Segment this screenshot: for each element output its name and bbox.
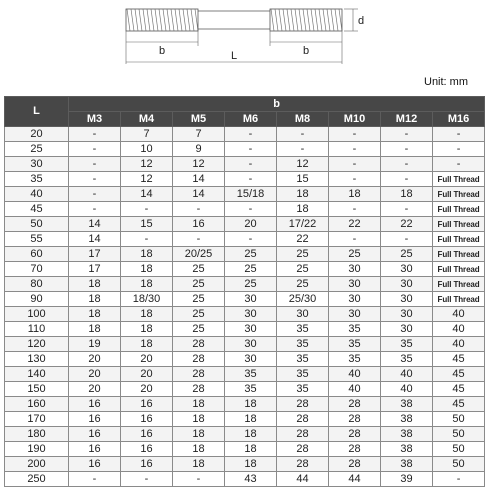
table-cell: 28 <box>329 457 381 472</box>
thread-line <box>315 9 318 31</box>
table-cell: - <box>329 202 381 217</box>
table-cell: 16 <box>121 412 173 427</box>
table-cell: 9 <box>173 142 225 157</box>
thread-line <box>335 9 338 31</box>
table-cell: 25 <box>277 247 329 262</box>
table-cell: - <box>329 172 381 187</box>
length-cell: 20 <box>5 127 69 142</box>
table-cell: 39 <box>381 472 433 487</box>
table-cell: 18 <box>381 187 433 202</box>
table-cell: 28 <box>329 397 381 412</box>
table-cell: - <box>69 472 121 487</box>
table-cell: 14 <box>173 187 225 202</box>
length-cell: 55 <box>5 232 69 247</box>
table-row <box>5 187 485 202</box>
thread-line <box>139 9 142 31</box>
table-cell: - <box>69 172 121 187</box>
table-cell: 35 <box>277 322 329 337</box>
table-cell: - <box>225 172 277 187</box>
thread-line <box>331 9 334 31</box>
table-cell: 20 <box>225 217 277 232</box>
table-row <box>5 202 485 217</box>
table-cell: 18 <box>121 262 173 277</box>
table-cell: 30 <box>381 307 433 322</box>
table-cell: 30 <box>381 262 433 277</box>
table-cell: - <box>381 127 433 142</box>
table-cell: - <box>173 232 225 247</box>
thread-line <box>311 9 314 31</box>
table-cell: 35 <box>277 352 329 367</box>
thread-line <box>187 9 190 31</box>
table-cell: 28 <box>173 337 225 352</box>
table-cell: - <box>121 202 173 217</box>
table-cell: 44 <box>329 472 381 487</box>
table-cell: 17 <box>69 262 121 277</box>
table-row <box>5 217 485 232</box>
column-header: M10 <box>329 112 381 127</box>
table-cell: - <box>329 142 381 157</box>
table-cell: 20/25 <box>173 247 225 262</box>
table-cell: 20 <box>69 382 121 397</box>
table-cell: 22 <box>329 217 381 232</box>
dimension-table <box>4 96 485 487</box>
table-body <box>5 127 485 487</box>
table-cell: 25 <box>329 247 381 262</box>
table-row <box>5 157 485 172</box>
table-cell: 30 <box>225 352 277 367</box>
table-cell: - <box>69 127 121 142</box>
table-cell: - <box>225 157 277 172</box>
table-cell: 18 <box>225 442 277 457</box>
table-row <box>5 292 485 307</box>
table-cell: 25 <box>225 277 277 292</box>
thread-line <box>175 9 178 31</box>
length-cell: 45 <box>5 202 69 217</box>
thread-line <box>147 9 150 31</box>
table-cell: 35 <box>381 337 433 352</box>
table-cell: 50 <box>433 427 485 442</box>
table-cell: 28 <box>277 427 329 442</box>
table-cell: 30 <box>225 337 277 352</box>
table-cell: 40 <box>381 382 433 397</box>
thread-line <box>127 9 130 31</box>
length-cell: 130 <box>5 352 69 367</box>
table-cell: 16 <box>121 397 173 412</box>
length-cell: 120 <box>5 337 69 352</box>
thread-line <box>283 9 286 31</box>
table-cell: 18/30 <box>121 292 173 307</box>
table-cell: 14 <box>69 217 121 232</box>
table-cell: Full Thread <box>433 292 485 307</box>
header-L: L <box>5 97 69 127</box>
thread-line <box>291 9 294 31</box>
table-row <box>5 247 485 262</box>
length-cell: 70 <box>5 262 69 277</box>
table-cell: 25 <box>173 262 225 277</box>
table-cell: 30 <box>329 292 381 307</box>
table-cell: - <box>433 472 485 487</box>
table-cell: 15 <box>121 217 173 232</box>
table-cell: 25 <box>277 277 329 292</box>
table-cell: - <box>329 232 381 247</box>
table-row <box>5 427 485 442</box>
table-row <box>5 307 485 322</box>
length-cell: 140 <box>5 367 69 382</box>
thread-line <box>135 9 138 31</box>
header-b: b <box>69 97 485 112</box>
table-row <box>5 352 485 367</box>
table-cell: 43 <box>225 472 277 487</box>
table-cell: 40 <box>433 322 485 337</box>
thread-line <box>295 9 298 31</box>
thread-line <box>275 9 278 31</box>
table-cell: 30 <box>329 277 381 292</box>
table-cell: 25 <box>173 322 225 337</box>
length-cell: 160 <box>5 397 69 412</box>
table-cell: - <box>225 142 277 157</box>
table-cell: - <box>69 142 121 157</box>
table-cell: 7 <box>121 127 173 142</box>
table-row <box>5 322 485 337</box>
table-cell: - <box>69 157 121 172</box>
table-cell: 12 <box>121 157 173 172</box>
table-cell: 10 <box>121 142 173 157</box>
table-cell: 28 <box>329 442 381 457</box>
table-cell: 16 <box>121 457 173 472</box>
table-cell: - <box>381 232 433 247</box>
thread-line <box>131 9 134 31</box>
table-cell: 18 <box>277 187 329 202</box>
thread-line <box>159 9 162 31</box>
thread-line <box>163 9 166 31</box>
table-cell: 18 <box>173 397 225 412</box>
table-cell: 44 <box>277 472 329 487</box>
column-header: M5 <box>173 112 225 127</box>
table-cell: 28 <box>173 382 225 397</box>
table-cell: - <box>433 142 485 157</box>
table-cell: 16 <box>121 427 173 442</box>
table-row <box>5 262 485 277</box>
table-cell: 18 <box>225 412 277 427</box>
table-cell: 22 <box>381 217 433 232</box>
thread-line <box>299 9 302 31</box>
table-cell: 40 <box>433 307 485 322</box>
table-cell: - <box>121 232 173 247</box>
left-thread-section <box>127 9 198 31</box>
thread-line <box>279 9 282 31</box>
table-cell: 30 <box>329 262 381 277</box>
table-cell: 16 <box>69 427 121 442</box>
table-cell: 38 <box>381 397 433 412</box>
table-cell: 28 <box>277 457 329 472</box>
table-cell: 14 <box>121 187 173 202</box>
table-cell: 25 <box>173 307 225 322</box>
table-cell: 30 <box>329 307 381 322</box>
length-cell: 110 <box>5 322 69 337</box>
table-cell: 18 <box>69 277 121 292</box>
thread-line <box>171 9 174 31</box>
table-cell: 20 <box>69 352 121 367</box>
length-cell: 50 <box>5 217 69 232</box>
table-cell: 18 <box>225 427 277 442</box>
table-cell: 16 <box>69 397 121 412</box>
table-cell: 30 <box>381 277 433 292</box>
unit-label: Unit: mm <box>424 76 468 88</box>
table-cell: 45 <box>433 382 485 397</box>
table-cell: 14 <box>69 232 121 247</box>
table-cell: 38 <box>381 412 433 427</box>
stud-bolt-drawing <box>118 0 368 68</box>
table-cell: 30 <box>225 292 277 307</box>
table-row <box>5 337 485 352</box>
column-header: M16 <box>433 112 485 127</box>
table-row <box>5 232 485 247</box>
table-cell: 25 <box>225 247 277 262</box>
table-cell: 38 <box>381 442 433 457</box>
thread-line <box>307 9 310 31</box>
length-cell: 60 <box>5 247 69 262</box>
table-cell: 22 <box>277 232 329 247</box>
table-cell: 12 <box>121 172 173 187</box>
column-header: M3 <box>69 112 121 127</box>
column-header: M8 <box>277 112 329 127</box>
table-cell: 35 <box>225 367 277 382</box>
thread-line <box>303 9 306 31</box>
table-cell: Full Thread <box>433 202 485 217</box>
table-cell: 20 <box>121 352 173 367</box>
table-cell: - <box>225 127 277 142</box>
length-cell: 100 <box>5 307 69 322</box>
thread-line <box>319 9 322 31</box>
length-cell: 200 <box>5 457 69 472</box>
table-cell: 50 <box>433 412 485 427</box>
table-cell: 18 <box>121 277 173 292</box>
column-header: M6 <box>225 112 277 127</box>
table-cell: 17 <box>69 247 121 262</box>
length-cell: 180 <box>5 427 69 442</box>
thread-line <box>143 9 146 31</box>
table-cell: - <box>277 142 329 157</box>
thread-line <box>323 9 326 31</box>
table-cell: 25 <box>225 262 277 277</box>
table-cell: - <box>381 202 433 217</box>
table-cell: - <box>277 127 329 142</box>
table-cell: 25 <box>277 262 329 277</box>
table-cell: 16 <box>69 412 121 427</box>
table-cell: 35 <box>329 322 381 337</box>
length-cell: 30 <box>5 157 69 172</box>
table-row <box>5 457 485 472</box>
table-row <box>5 172 485 187</box>
table-cell: Full Thread <box>433 262 485 277</box>
b-left-label: b <box>159 45 166 57</box>
table-cell: 20 <box>121 382 173 397</box>
table-cell: 18 <box>121 337 173 352</box>
table-cell: 12 <box>277 157 329 172</box>
length-cell: 25 <box>5 142 69 157</box>
table-row <box>5 277 485 292</box>
length-cell: 190 <box>5 442 69 457</box>
table-cell: 35 <box>277 382 329 397</box>
table-cell: - <box>173 202 225 217</box>
table-row <box>5 382 485 397</box>
b-right-label: b <box>303 45 310 57</box>
table-cell: 30 <box>381 322 433 337</box>
table-cell: Full Thread <box>433 217 485 232</box>
column-header-row <box>5 112 485 127</box>
table-cell: 30 <box>225 307 277 322</box>
table-cell: 25 <box>381 247 433 262</box>
table-row <box>5 472 485 487</box>
thread-line <box>183 9 186 31</box>
table-cell: 35 <box>277 337 329 352</box>
table-cell: 28 <box>329 412 381 427</box>
table-cell: 18 <box>69 292 121 307</box>
table-cell: 45 <box>433 352 485 367</box>
table-cell: - <box>329 127 381 142</box>
table-cell: Full Thread <box>433 247 485 262</box>
length-cell: 250 <box>5 472 69 487</box>
table-cell: 30 <box>225 322 277 337</box>
table-cell: 20 <box>69 367 121 382</box>
table-cell: 18 <box>225 397 277 412</box>
table-cell: 25 <box>173 277 225 292</box>
length-cell: 35 <box>5 172 69 187</box>
table-cell: - <box>69 187 121 202</box>
table-row <box>5 442 485 457</box>
table-cell: - <box>69 202 121 217</box>
table-cell: 20 <box>121 367 173 382</box>
table-cell: 25 <box>173 292 225 307</box>
column-header: M12 <box>381 112 433 127</box>
table-cell: 18 <box>225 457 277 472</box>
thread-line <box>287 9 290 31</box>
table-cell: 28 <box>173 367 225 382</box>
table-cell: 50 <box>433 457 485 472</box>
table-cell: 17/22 <box>277 217 329 232</box>
table-cell: 35 <box>381 352 433 367</box>
thread-line <box>151 9 154 31</box>
table-cell: 18 <box>121 247 173 262</box>
length-cell: 170 <box>5 412 69 427</box>
table-cell: 18 <box>277 202 329 217</box>
table-cell: 45 <box>433 367 485 382</box>
table-row <box>5 127 485 142</box>
table-cell: - <box>173 472 225 487</box>
length-cell: 150 <box>5 382 69 397</box>
d-label: d <box>358 15 365 27</box>
table-cell: 35 <box>277 367 329 382</box>
table-cell: 40 <box>329 382 381 397</box>
table-cell: 28 <box>173 352 225 367</box>
stud-bolt-diagram <box>118 0 368 68</box>
table-cell: 35 <box>329 352 381 367</box>
table-cell: 18 <box>173 427 225 442</box>
length-cell: 40 <box>5 187 69 202</box>
table-cell: 18 <box>69 322 121 337</box>
table-cell: 7 <box>173 127 225 142</box>
table-cell: 45 <box>433 397 485 412</box>
table-cell: - <box>225 232 277 247</box>
table-cell: 15 <box>277 172 329 187</box>
table-cell: Full Thread <box>433 232 485 247</box>
table-cell: Full Thread <box>433 187 485 202</box>
table-cell: 40 <box>433 337 485 352</box>
table-cell: 35 <box>225 382 277 397</box>
table-cell: 38 <box>381 457 433 472</box>
L-label: L <box>231 50 238 62</box>
table-cell: 19 <box>69 337 121 352</box>
table-cell: 35 <box>329 337 381 352</box>
thread-line <box>271 9 274 31</box>
right-thread-section <box>271 9 342 31</box>
thread-line <box>191 9 194 31</box>
table-cell: - <box>433 157 485 172</box>
column-header: M4 <box>121 112 173 127</box>
thread-line <box>327 9 330 31</box>
table-cell: - <box>381 142 433 157</box>
table-cell: 40 <box>381 367 433 382</box>
table-cell: 38 <box>381 427 433 442</box>
table-cell: 18 <box>173 412 225 427</box>
table-cell: Full Thread <box>433 277 485 292</box>
table-cell: 18 <box>121 322 173 337</box>
table-cell: - <box>329 157 381 172</box>
table-cell: - <box>433 127 485 142</box>
table-row <box>5 142 485 157</box>
table-cell: - <box>121 472 173 487</box>
table-cell: 25/30 <box>277 292 329 307</box>
table-cell: 40 <box>329 367 381 382</box>
table-cell: 30 <box>277 307 329 322</box>
table-cell: 30 <box>381 292 433 307</box>
length-cell: 90 <box>5 292 69 307</box>
table-cell: 18 <box>69 307 121 322</box>
table-cell: - <box>381 157 433 172</box>
thread-line <box>339 9 342 31</box>
table-cell: 28 <box>277 397 329 412</box>
length-cell: 80 <box>5 277 69 292</box>
table-cell: 16 <box>121 442 173 457</box>
table-cell: 16 <box>69 457 121 472</box>
table-row <box>5 367 485 382</box>
table-cell: 28 <box>329 427 381 442</box>
table-cell: 18 <box>173 442 225 457</box>
table-cell: 18 <box>173 457 225 472</box>
table-row <box>5 397 485 412</box>
table-cell: 12 <box>173 157 225 172</box>
table-cell: 28 <box>277 412 329 427</box>
table-cell: 18 <box>121 307 173 322</box>
table-cell: 16 <box>69 442 121 457</box>
table-cell: 18 <box>329 187 381 202</box>
thread-line <box>167 9 170 31</box>
thread-line <box>195 9 198 31</box>
table-cell: 15/18 <box>225 187 277 202</box>
table-cell: 50 <box>433 442 485 457</box>
table-cell: 14 <box>173 172 225 187</box>
thread-line <box>179 9 182 31</box>
table-cell: 16 <box>173 217 225 232</box>
table-cell: - <box>225 202 277 217</box>
table-cell: 28 <box>277 442 329 457</box>
table-cell: Full Thread <box>433 172 485 187</box>
thread-line <box>155 9 158 31</box>
table-cell: - <box>381 172 433 187</box>
table-row <box>5 412 485 427</box>
